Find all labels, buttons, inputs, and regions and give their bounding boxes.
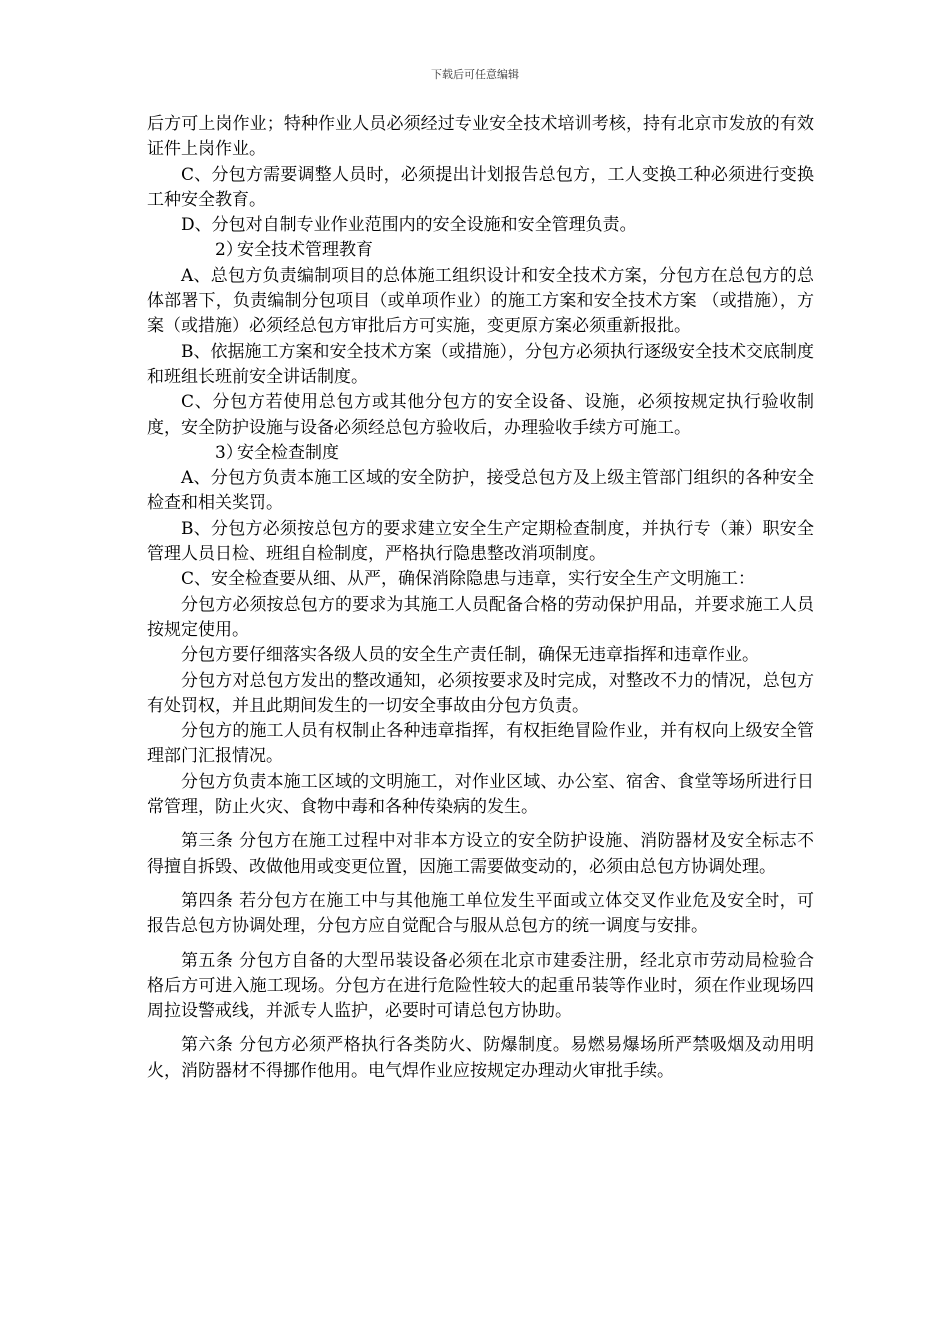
body-paragraph: 分包方的施工人员有权制止各种违章指挥，有权拒绝冒险作业，并有权向上级安全管理部门汇报情况。: [147, 721, 814, 767]
body-paragraph: 分包方要仔细落实各级人员的安全生产责任制，确保无违章指挥和违章作业。: [181, 645, 759, 666]
page-header: 下载后可任意编辑: [431, 68, 519, 81]
body-paragraph: C、分包方若使用总包方或其他分包方的安全设备、设施，必须按规定执行验收制度，安全防护设施与设备必须经总包方验收后，办理验收手续方可施工。: [147, 392, 814, 438]
body-paragraph: A、分包方负责本施工区域的安全防护，接受总包方及上级主管部门组织的各种安全检查和相关奖罚。: [147, 468, 814, 514]
section-subheading: [147, 238, 814, 263]
article-paragraph: 第三条 分包方在施工过程中对非本方设立的安全防护设施、消防器材及安全标志不得擅自拆毁、改做他用或变更位置，因施工需要做变动的，必须由总包方协调处理。: [147, 831, 814, 877]
body-paragraph: A、总包方负责编制项目的总体施工组织设计和安全技术方案，分包方在总包方的总体部署下，负责编制分包项目（或单项作业）的施工方案和安全技术方案 （或措施），方案（或措施）必须经总包方审批后方可实施，变更原方案必须重新报批。: [147, 265, 814, 337]
article-paragraph: 第六条 分包方必须严格执行各类防火、防爆制度。易燃易爆场所严禁吸烟及动用明火，消防器材不得挪作他用。电气焊作业应按规定办理动火审批手续。: [147, 1035, 814, 1081]
body-paragraph: 分包方对总包方发出的整改通知，必须按要求及时完成，对整改不力的情况，总包方有处罚权，并且此期间发生的一切安全事故由分包方负责。: [147, 670, 814, 716]
body-paragraph: C、分包方需要调整人员时，必须提出计划报告总包方，工人变换工种必须进行变换工种安全教育。: [147, 164, 814, 210]
document-body: [147, 112, 814, 1084]
body-paragraph: D、分包对自制专业作业范围内的安全设施和安全管理负责。: [181, 215, 637, 236]
article-paragraph: 第四条 若分包方在施工中与其他施工单位发生平面或立体交叉作业危及安全时，可报告总包方协调处理，分包方应自觉配合与服从总包方的统一调度与安排。: [147, 890, 814, 937]
subheading-title: 安全检查制度: [237, 442, 339, 463]
section-subheading: [147, 441, 814, 466]
body-paragraph: B、依据施工方案和安全技术方案（或措施），分包方必须执行逐级安全技术交底制度和班组长班前安全讲话制度。: [147, 341, 814, 387]
body-paragraph: 分包方负责本施工区域的文明施工，对作业区域、办公室、宿舍、食堂等场所进行日常管理，防止火灾、食物中毒和各种传染病的发生。: [147, 771, 814, 818]
subheading-title: 安全技术管理教育: [237, 240, 373, 261]
article-paragraph: 第五条 分包方自备的大型吊装设备必须在北京市建委注册，经北京市劳动局检验合格后方可进入施工现场。分包方在进行危险性较大的起重吊装等作业时，须在作业现场四周拉设警戒线，并派专人监护，必要时可请总包方协助。: [147, 950, 814, 1022]
body-paragraph: 后方可上岗作业；特种作业人员必须经过专业安全技术培训考核，持有北京市发放的有效证件上岗作业。: [147, 114, 814, 160]
subheading-number: 3）: [215, 442, 243, 463]
body-paragraph: B、分包方必须按总包方的要求建立安全生产定期检查制度，并执行专（兼）职安全管理人员日检、班组自检制度，严格执行隐患整改消项制度。: [147, 518, 814, 565]
subheading-number: 2）: [215, 240, 243, 261]
body-paragraph: C、安全检查要从细、从严，确保消除隐患与违章，实行安全生产文明施工：: [181, 569, 756, 590]
body-paragraph: 分包方必须按总包方的要求为其施工人员配备合格的劳动保护用品，并要求施工人员按规定使用。: [147, 594, 814, 640]
